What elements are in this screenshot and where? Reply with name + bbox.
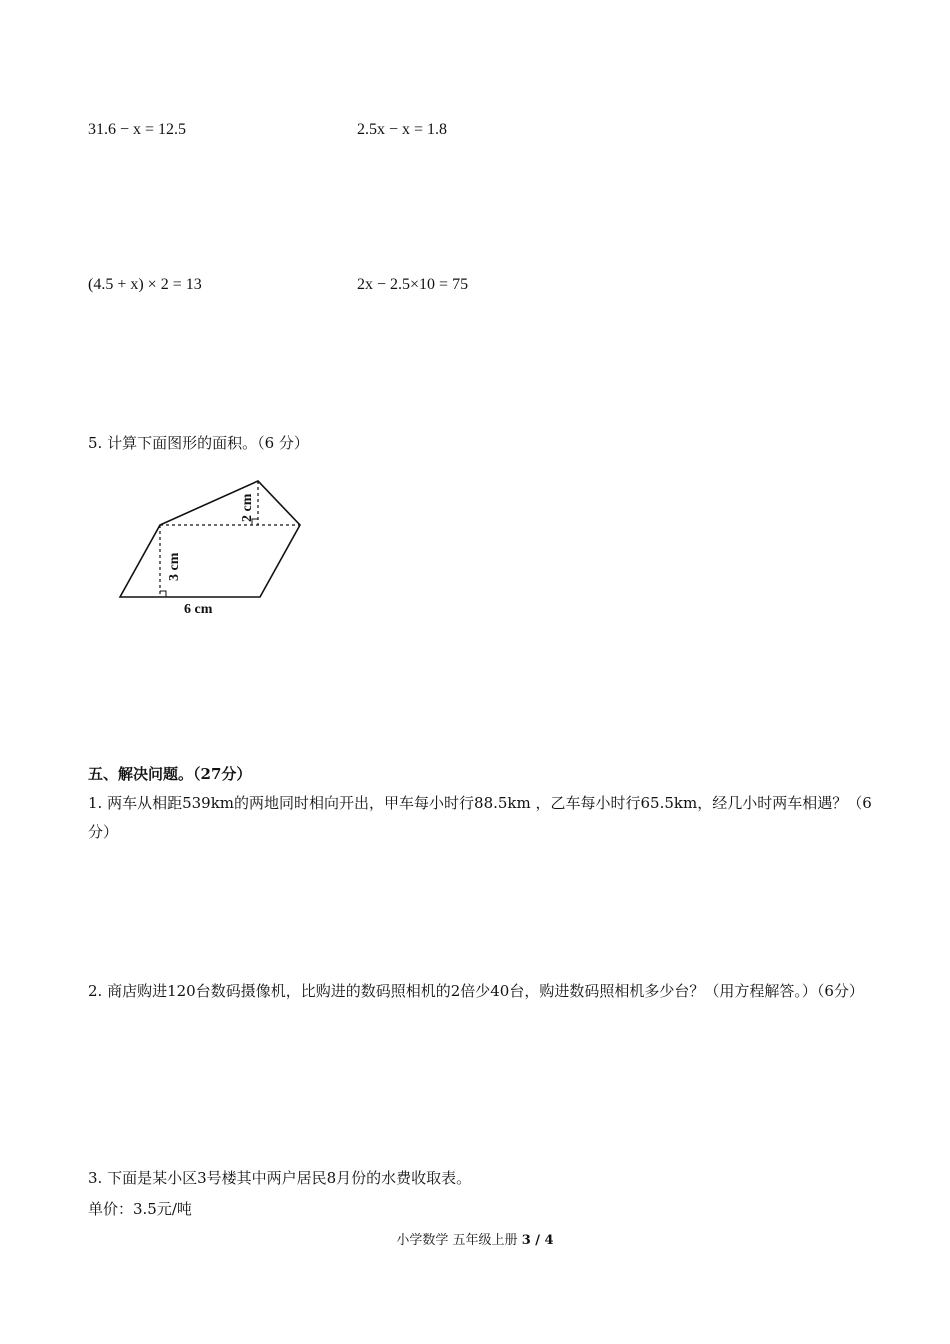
label-mid-height: 3 cm bbox=[167, 552, 182, 581]
label-base: 6 cm bbox=[184, 602, 213, 617]
section-heading: 五、解决问题。（27分） bbox=[88, 765, 252, 783]
equation-3: (4.5 + x) × 2 = 13 bbox=[88, 276, 202, 293]
figure-outline bbox=[120, 481, 300, 597]
right-angle-mark-bottom bbox=[160, 591, 166, 597]
page-number: 3 / 4 bbox=[521, 1233, 554, 1248]
composite-figure bbox=[100, 470, 320, 620]
problem-3-line1: 3. 下面是某小区3号楼其中两户居民8月份的水费收取表。 bbox=[88, 1169, 472, 1187]
problem-2: 2. 商店购进120台数码摄像机，比购进的数码照相机的2倍少40台，购进数码照相机多少台？（用方程解答。）（6分） bbox=[88, 982, 864, 1000]
question-5-title: 5. 计算下面图形的面积。（6 分） bbox=[88, 434, 309, 452]
page-footer bbox=[0, 1229, 950, 1248]
equation-4: 2x − 2.5×10 = 75 bbox=[357, 276, 469, 293]
problem-3-unit-price: 单价：3.5元/吨 bbox=[88, 1200, 192, 1218]
equation-2: 2.5x − x = 1.8 bbox=[357, 121, 448, 138]
equation-1: 31.6 − x = 12.5 bbox=[88, 121, 187, 138]
footer-subject: 小学数学 五年级上册 bbox=[396, 1233, 522, 1248]
problem-1: 1. 两车从相距539km的两地同时相向开出，甲车每小时行88.5km ，乙车每小时行65.5km，经几小时两车相遇？（6分） bbox=[88, 794, 872, 841]
label-top-height: 2 cm bbox=[240, 493, 255, 522]
